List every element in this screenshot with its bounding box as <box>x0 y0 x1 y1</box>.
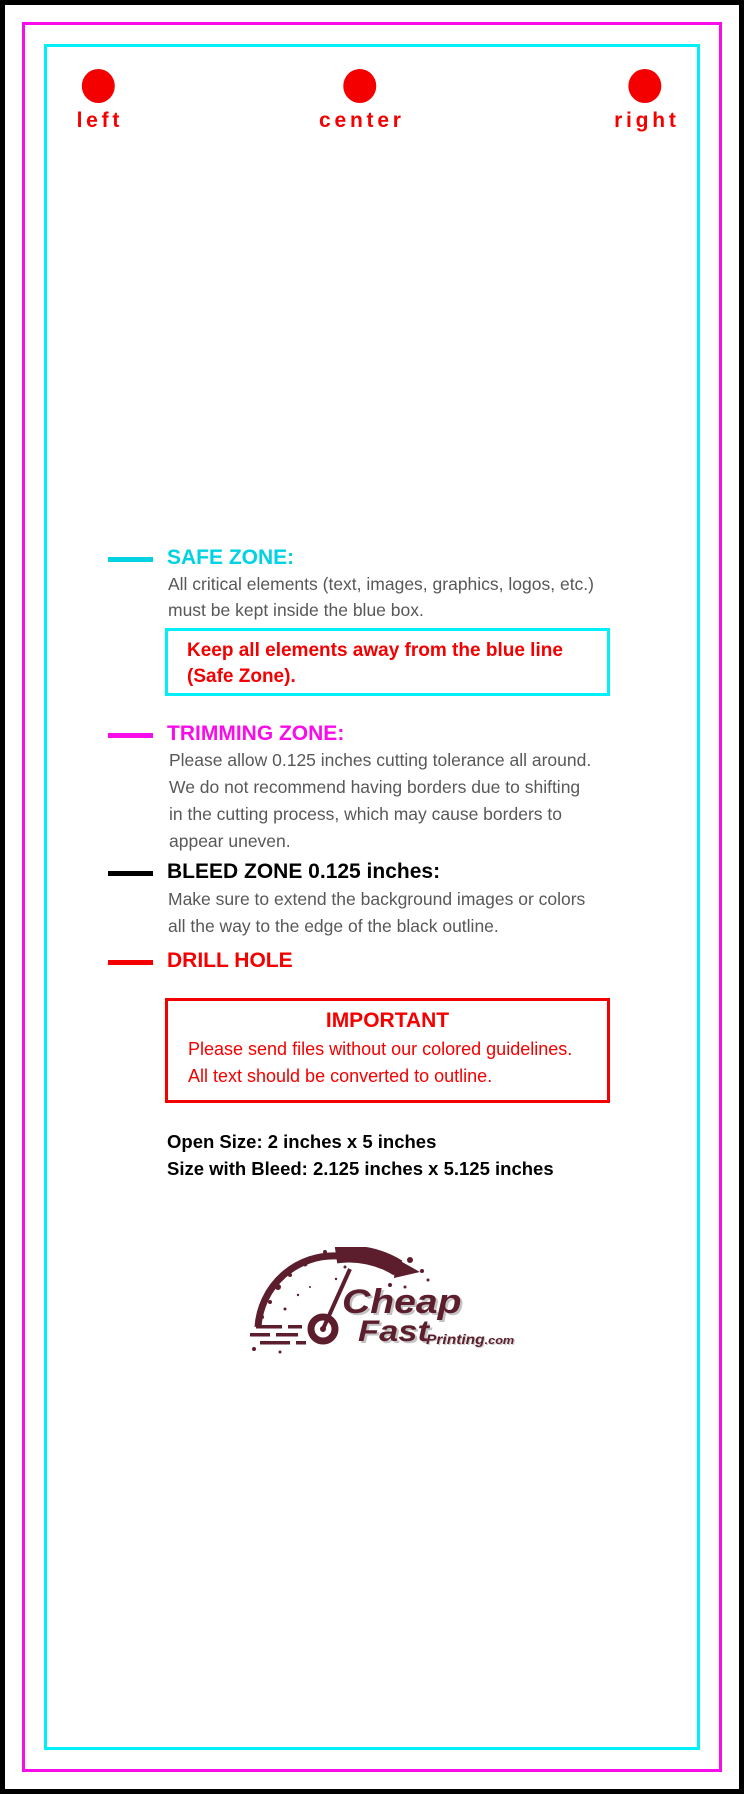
bleed-zone-description <box>168 886 585 940</box>
trimming-zone-heading: TRIMMING ZONE: <box>167 722 345 745</box>
trimming-zone-description-line: in the cutting process, which may cause borders to <box>169 804 562 824</box>
safe-zone-description-line: must be kept inside the blue box. <box>168 600 424 620</box>
trimming-zone-description <box>169 747 591 855</box>
safe-zone-dash <box>108 557 153 562</box>
bleed-zone-heading: BLEED ZONE 0.125 inches: <box>167 860 441 883</box>
bleed-zone-description-line: Make sure to extend the background images or colors <box>168 889 586 909</box>
trimming-zone-description-line: Please allow 0.125 inches cutting tolerance all around. <box>169 750 592 770</box>
important-note-title: IMPORTANT <box>325 1009 450 1032</box>
safe-zone-description <box>168 571 594 623</box>
safe-zone-note-line: (Safe Zone). <box>187 666 296 687</box>
safe-zone-note-box <box>165 628 610 696</box>
safe-zone-note-line: Keep all elements away from the blue line <box>187 640 563 661</box>
size-specs <box>167 1128 554 1182</box>
safe-zone-heading: SAFE ZONE: <box>167 546 295 569</box>
safe-zone-description-line: All critical elements (text, images, graphics, logos, etc.) <box>168 574 594 594</box>
drill-hole-dash <box>108 960 153 965</box>
logo-word-fast: Fast <box>358 1315 429 1348</box>
logo-word-printing-text: Printing <box>426 1332 485 1347</box>
cheap-fast-printing-logo <box>250 1247 515 1359</box>
drill-hole-dot-left <box>81 69 114 103</box>
logo-word-cheap: Cheap <box>342 1283 462 1321</box>
drill-hole-label-left: left <box>76 109 124 132</box>
drill-hole-marker-left <box>73 69 123 133</box>
trimming-zone-description-line: appear uneven. <box>169 831 291 851</box>
bleed-zone-dash <box>108 871 153 876</box>
open-size-line: Open Size: 2 inches x 5 inches <box>167 1131 437 1152</box>
trimming-zone-description-line: We do not recommend having borders due to shifting <box>169 777 581 797</box>
drill-hole-heading: DRILL HOLE <box>167 949 293 972</box>
logo-word-com: .com <box>484 1335 515 1347</box>
drill-hole-marker-right <box>610 69 679 133</box>
drill-hole-marker-center <box>315 69 404 133</box>
logo-word-printing <box>426 1333 514 1347</box>
drill-hole-dot-right <box>628 69 661 103</box>
drill-hole-label-center: center <box>319 109 405 132</box>
trimming-zone-dash <box>108 733 153 738</box>
important-note-box <box>165 998 610 1103</box>
drill-hole-label-right: right <box>614 109 680 132</box>
important-note-line: All text should be converted to outline. <box>188 1066 493 1086</box>
important-note-line: Please send files without our colored guidelines. <box>188 1039 573 1059</box>
drill-hole-dot-center <box>343 69 376 103</box>
bleed-zone-description-line: all the way to the edge of the black outline. <box>168 916 499 936</box>
bleed-size-line: Size with Bleed: 2.125 inches x 5.125 inches <box>167 1158 554 1179</box>
